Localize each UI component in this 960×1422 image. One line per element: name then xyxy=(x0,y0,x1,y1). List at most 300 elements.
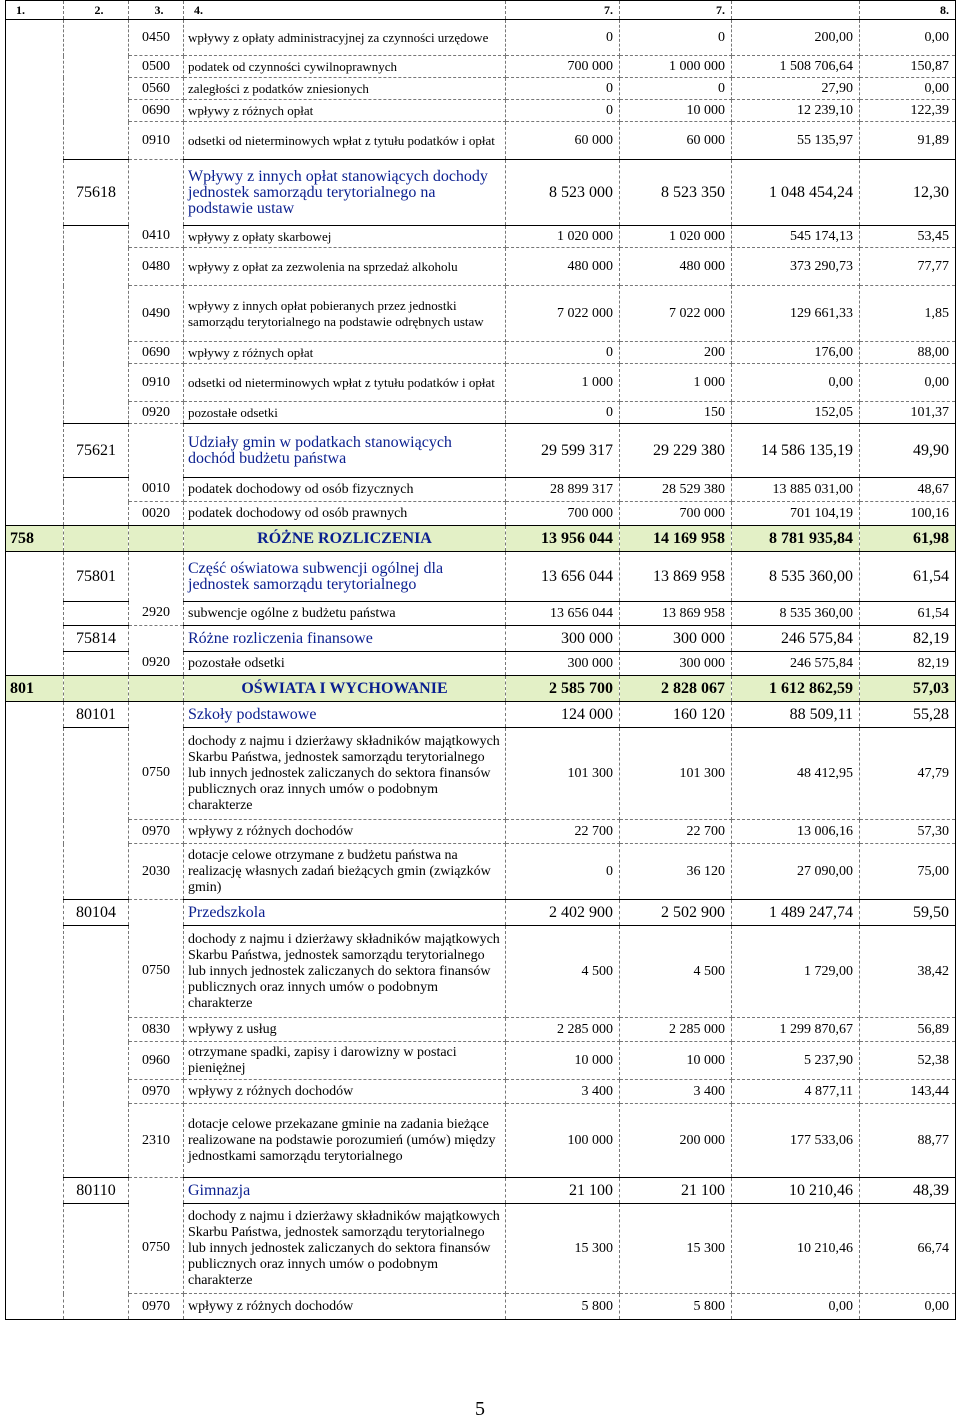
plan-after-changes-value: 160 120 xyxy=(620,702,732,728)
percent-value: 47,79 xyxy=(860,728,956,820)
plan-value: 300 000 xyxy=(506,626,620,652)
plan-value: 0 xyxy=(506,342,620,364)
percent-value: 61,54 xyxy=(860,602,956,626)
item-name: pozostałe odsetki xyxy=(184,652,506,676)
paragraph-code xyxy=(129,160,184,226)
item-name: pozostałe odsetki xyxy=(184,402,506,424)
plan-value: 13 956 044 xyxy=(506,526,620,552)
plan-after-changes-value: 21 100 xyxy=(620,1178,732,1204)
chapter-code xyxy=(64,402,129,424)
item-name: dochody z najmu i dzierżawy składników majątkowych Skarbu Państwa, jednostek samorządu terytorialnego lub innych jednostek zaliczanych do sektora finansów publicznych oraz innych umów o podobnym charakterze xyxy=(184,1204,506,1294)
division-code xyxy=(6,364,64,402)
chapter-code xyxy=(64,100,129,122)
plan-after-changes-value: 480 000 xyxy=(620,248,732,286)
execution-value: 1 729,00 xyxy=(732,926,860,1018)
item-name: Część oświatowa subwencji ogólnej dla jednostek samorządu terytorialnego xyxy=(184,552,506,602)
percent-value: 0,00 xyxy=(860,1294,956,1320)
execution-value: 0,00 xyxy=(732,1294,860,1320)
execution-value: 0,00 xyxy=(732,364,860,402)
execution-value: 177 533,06 xyxy=(732,1104,860,1178)
percent-value: 56,89 xyxy=(860,1018,956,1042)
paragraph-row xyxy=(6,100,956,122)
division-code xyxy=(6,1018,64,1042)
execution-value: 10 210,46 xyxy=(732,1204,860,1294)
execution-value: 55 135,97 xyxy=(732,122,860,160)
plan-after-changes-value: 700 000 xyxy=(620,502,732,526)
plan-value: 124 000 xyxy=(506,702,620,728)
chapter-row xyxy=(6,424,956,478)
plan-value: 700 000 xyxy=(506,56,620,78)
chapter-code: 75801 xyxy=(64,552,129,602)
paragraph-row xyxy=(6,286,956,342)
chapter-code xyxy=(64,502,129,526)
plan-value: 2 285 000 xyxy=(506,1018,620,1042)
execution-value: 246 575,84 xyxy=(732,626,860,652)
percent-value: 88,77 xyxy=(860,1104,956,1178)
paragraph-row xyxy=(6,248,956,286)
item-name: wpływy z różnych dochodów xyxy=(184,820,506,844)
paragraph-row xyxy=(6,1294,956,1320)
item-name: podatek od czynności cywilnoprawnych xyxy=(184,56,506,78)
percent-value: 61,98 xyxy=(860,526,956,552)
percent-value: 38,42 xyxy=(860,926,956,1018)
plan-value: 13 656 044 xyxy=(506,602,620,626)
plan-after-changes-value: 60 000 xyxy=(620,122,732,160)
plan-after-changes-value: 2 285 000 xyxy=(620,1018,732,1042)
execution-value: 701 104,19 xyxy=(732,502,860,526)
item-name: dotacje celowe otrzymane z budżetu państwa na realizację własnych zadań bieżących gmin (związków gmin) xyxy=(184,844,506,900)
division-code: 758 xyxy=(6,526,64,552)
chapter-code xyxy=(64,286,129,342)
plan-value: 0 xyxy=(506,100,620,122)
division-code xyxy=(6,1204,64,1294)
division-code xyxy=(6,702,64,728)
plan-value: 0 xyxy=(506,78,620,100)
paragraph-code xyxy=(129,626,184,652)
plan-value: 3 400 xyxy=(506,1080,620,1104)
chapter-code xyxy=(64,122,129,160)
item-name: subwencje ogólne z budżetu państwa xyxy=(184,602,506,626)
plan-value: 4 500 xyxy=(506,926,620,1018)
item-name: OŚWIATA I WYCHOWANIE xyxy=(184,676,506,702)
execution-value: 13 006,16 xyxy=(732,820,860,844)
division-code xyxy=(6,56,64,78)
plan-value: 2 585 700 xyxy=(506,676,620,702)
percent-value: 91,89 xyxy=(860,122,956,160)
paragraph-row xyxy=(6,652,956,676)
division-code: 801 xyxy=(6,676,64,702)
plan-value: 15 300 xyxy=(506,1204,620,1294)
percent-value: 48,39 xyxy=(860,1178,956,1204)
item-name: odsetki od nieterminowych wpłat z tytułu podatków i opłat xyxy=(184,364,506,402)
execution-value: 48 412,95 xyxy=(732,728,860,820)
paragraph-code: 0750 xyxy=(129,926,184,1018)
plan-after-changes-value: 101 300 xyxy=(620,728,732,820)
paragraph-row xyxy=(6,56,956,78)
item-name: Gimnazja xyxy=(184,1178,506,1204)
paragraph-row xyxy=(6,78,956,100)
paragraph-code: 2920 xyxy=(129,602,184,626)
paragraph-code: 0560 xyxy=(129,78,184,100)
percent-value: 101,37 xyxy=(860,402,956,424)
header-cell: 7. xyxy=(506,1,620,20)
item-name: podatek dochodowy od osób fizycznych xyxy=(184,478,506,502)
table-body xyxy=(6,1,956,1320)
execution-value: 10 210,46 xyxy=(732,1178,860,1204)
plan-after-changes-value: 10 000 xyxy=(620,1042,732,1080)
paragraph-row xyxy=(6,1204,956,1294)
division-row xyxy=(6,526,956,552)
paragraph-row xyxy=(6,502,956,526)
paragraph-code: 0970 xyxy=(129,1294,184,1320)
paragraph-row xyxy=(6,1018,956,1042)
header-cell: 2. xyxy=(64,1,129,20)
paragraph-row xyxy=(6,342,956,364)
paragraph-code: 0450 xyxy=(129,20,184,56)
item-name: wpływy z innych opłat pobieranych przez jednostki samorządu terytorialnego na podstawie odrębnych ustaw xyxy=(184,286,506,342)
paragraph-row xyxy=(6,364,956,402)
division-code xyxy=(6,1042,64,1080)
plan-value: 21 100 xyxy=(506,1178,620,1204)
plan-value: 1 000 xyxy=(506,364,620,402)
division-code xyxy=(6,402,64,424)
plan-value: 8 523 000 xyxy=(506,160,620,226)
plan-after-changes-value: 200 000 xyxy=(620,1104,732,1178)
budget-table xyxy=(5,0,956,1320)
chapter-code xyxy=(64,926,129,1018)
plan-after-changes-value: 1 000 xyxy=(620,364,732,402)
plan-after-changes-value: 22 700 xyxy=(620,820,732,844)
percent-value: 82,19 xyxy=(860,652,956,676)
paragraph-code: 0010 xyxy=(129,478,184,502)
chapter-code xyxy=(64,56,129,78)
paragraph-row xyxy=(6,1104,956,1178)
plan-after-changes-value: 15 300 xyxy=(620,1204,732,1294)
execution-value: 8 781 935,84 xyxy=(732,526,860,552)
paragraph-code: 0690 xyxy=(129,342,184,364)
plan-value: 29 599 317 xyxy=(506,424,620,478)
chapter-code xyxy=(64,676,129,702)
division-code xyxy=(6,286,64,342)
chapter-code xyxy=(64,1080,129,1104)
execution-value: 1 299 870,67 xyxy=(732,1018,860,1042)
execution-value: 5 237,90 xyxy=(732,1042,860,1080)
plan-after-changes-value: 4 500 xyxy=(620,926,732,1018)
paragraph-code xyxy=(129,424,184,478)
plan-after-changes-value: 28 529 380 xyxy=(620,478,732,502)
execution-value: 27 090,00 xyxy=(732,844,860,900)
percent-value: 0,00 xyxy=(860,78,956,100)
plan-after-changes-value: 200 xyxy=(620,342,732,364)
paragraph-code: 2030 xyxy=(129,844,184,900)
division-code xyxy=(6,160,64,226)
chapter-code: 75814 xyxy=(64,626,129,652)
item-name: Szkoły podstawowe xyxy=(184,702,506,728)
paragraph-code xyxy=(129,900,184,926)
plan-value: 10 000 xyxy=(506,1042,620,1080)
item-name: Różne rozliczenia finansowe xyxy=(184,626,506,652)
plan-after-changes-value: 0 xyxy=(620,78,732,100)
item-name: wpływy z różnych dochodów xyxy=(184,1294,506,1320)
division-code xyxy=(6,728,64,820)
division-code xyxy=(6,552,64,602)
execution-value: 4 877,11 xyxy=(732,1080,860,1104)
plan-value: 0 xyxy=(506,844,620,900)
percent-value: 143,44 xyxy=(860,1080,956,1104)
paragraph-code: 0020 xyxy=(129,502,184,526)
division-code xyxy=(6,652,64,676)
percent-value: 12,30 xyxy=(860,160,956,226)
execution-value: 152,05 xyxy=(732,402,860,424)
percent-value: 100,16 xyxy=(860,502,956,526)
division-row xyxy=(6,676,956,702)
plan-after-changes-value: 0 xyxy=(620,20,732,56)
chapter-row xyxy=(6,626,956,652)
paragraph-code: 0920 xyxy=(129,652,184,676)
chapter-code xyxy=(64,226,129,248)
paragraph-row xyxy=(6,728,956,820)
plan-after-changes-value: 7 022 000 xyxy=(620,286,732,342)
item-name: Udziały gmin w podatkach stanowiących dochód budżetu państwa xyxy=(184,424,506,478)
paragraph-code: 0910 xyxy=(129,364,184,402)
plan-after-changes-value: 300 000 xyxy=(620,626,732,652)
chapter-row xyxy=(6,160,956,226)
item-name: wpływy z różnych opłat xyxy=(184,100,506,122)
division-code xyxy=(6,478,64,502)
paragraph-row xyxy=(6,402,956,424)
execution-value: 200,00 xyxy=(732,20,860,56)
paragraph-code: 0480 xyxy=(129,248,184,286)
execution-value: 1 612 862,59 xyxy=(732,676,860,702)
plan-value: 28 899 317 xyxy=(506,478,620,502)
division-code xyxy=(6,226,64,248)
paragraph-code xyxy=(129,526,184,552)
paragraph-row xyxy=(6,820,956,844)
paragraph-code: 0970 xyxy=(129,820,184,844)
plan-after-changes-value: 150 xyxy=(620,402,732,424)
execution-value: 88 509,11 xyxy=(732,702,860,728)
item-name: wpływy z opłat za zezwolenia na sprzedaż alkoholu xyxy=(184,248,506,286)
plan-value: 60 000 xyxy=(506,122,620,160)
item-name: Przedszkola xyxy=(184,900,506,926)
item-name: zaległości z podatków zniesionych xyxy=(184,78,506,100)
item-name: dotacje celowe przekazane gminie na zadania bieżące realizowane na podstawie porozumień (umów) między jednostkami samorządu terytorialnego xyxy=(184,1104,506,1178)
plan-after-changes-value: 36 120 xyxy=(620,844,732,900)
execution-value: 8 535 360,00 xyxy=(732,552,860,602)
plan-value: 1 020 000 xyxy=(506,226,620,248)
plan-after-changes-value: 1 000 000 xyxy=(620,56,732,78)
percent-value: 59,50 xyxy=(860,900,956,926)
chapter-code xyxy=(64,1104,129,1178)
item-name: podatek dochodowy od osób prawnych xyxy=(184,502,506,526)
execution-value: 545 174,13 xyxy=(732,226,860,248)
division-code xyxy=(6,122,64,160)
plan-value: 13 656 044 xyxy=(506,552,620,602)
page-number: 5 xyxy=(475,1398,485,1420)
paragraph-row xyxy=(6,122,956,160)
division-code xyxy=(6,926,64,1018)
plan-value: 22 700 xyxy=(506,820,620,844)
item-name: otrzymane spadki, zapisy i darowizny w postaci pieniężnej xyxy=(184,1042,506,1080)
paragraph-code: 2310 xyxy=(129,1104,184,1178)
plan-after-changes-value: 3 400 xyxy=(620,1080,732,1104)
percent-value: 0,00 xyxy=(860,364,956,402)
header-cell: 8. xyxy=(860,1,956,20)
plan-after-changes-value: 2 828 067 xyxy=(620,676,732,702)
chapter-code xyxy=(64,1018,129,1042)
percent-value: 122,39 xyxy=(860,100,956,122)
header-row xyxy=(6,1,956,20)
chapter-code xyxy=(64,844,129,900)
division-code xyxy=(6,602,64,626)
execution-value: 12 239,10 xyxy=(732,100,860,122)
chapter-code xyxy=(64,342,129,364)
chapter-row xyxy=(6,702,956,728)
division-code xyxy=(6,248,64,286)
item-name: dochody z najmu i dzierżawy składników majątkowych Skarbu Państwa, jednostek samorządu terytorialnego lub innych jednostek zaliczanych do sektora finansów publicznych oraz innych umów o podobnym charakterze xyxy=(184,728,506,820)
paragraph-row xyxy=(6,1080,956,1104)
chapter-code xyxy=(64,820,129,844)
execution-value: 246 575,84 xyxy=(732,652,860,676)
plan-after-changes-value: 8 523 350 xyxy=(620,160,732,226)
paragraph-code xyxy=(129,702,184,728)
percent-value: 49,90 xyxy=(860,424,956,478)
plan-value: 0 xyxy=(506,20,620,56)
header-cell xyxy=(732,1,860,20)
percent-value: 48,67 xyxy=(860,478,956,502)
division-code xyxy=(6,844,64,900)
plan-value: 5 800 xyxy=(506,1294,620,1320)
plan-value: 101 300 xyxy=(506,728,620,820)
division-code xyxy=(6,424,64,478)
division-code xyxy=(6,20,64,56)
execution-value: 14 586 135,19 xyxy=(732,424,860,478)
paragraph-code: 0490 xyxy=(129,286,184,342)
percent-value: 88,00 xyxy=(860,342,956,364)
plan-after-changes-value: 14 169 958 xyxy=(620,526,732,552)
chapter-code xyxy=(64,652,129,676)
percent-value: 66,74 xyxy=(860,1204,956,1294)
plan-after-changes-value: 29 229 380 xyxy=(620,424,732,478)
plan-value: 480 000 xyxy=(506,248,620,286)
chapter-row xyxy=(6,900,956,926)
percent-value: 53,45 xyxy=(860,226,956,248)
plan-after-changes-value: 10 000 xyxy=(620,100,732,122)
division-code xyxy=(6,342,64,364)
chapter-code xyxy=(64,478,129,502)
chapter-code xyxy=(64,248,129,286)
chapter-code: 75618 xyxy=(64,160,129,226)
percent-value: 57,03 xyxy=(860,676,956,702)
item-name: RÓŻNE ROZLICZENIA xyxy=(184,526,506,552)
percent-value: 150,87 xyxy=(860,56,956,78)
item-name: odsetki od nieterminowych wpłat z tytułu podatków i opłat xyxy=(184,122,506,160)
item-name: wpływy z różnych opłat xyxy=(184,342,506,364)
plan-after-changes-value: 13 869 958 xyxy=(620,602,732,626)
chapter-code xyxy=(64,1294,129,1320)
division-code xyxy=(6,502,64,526)
paragraph-code: 0750 xyxy=(129,728,184,820)
percent-value: 52,38 xyxy=(860,1042,956,1080)
paragraph-row xyxy=(6,1042,956,1080)
execution-value: 27,90 xyxy=(732,78,860,100)
division-code xyxy=(6,1104,64,1178)
paragraph-code: 0690 xyxy=(129,100,184,122)
plan-value: 300 000 xyxy=(506,652,620,676)
header-cell: 7. xyxy=(620,1,732,20)
percent-value: 57,30 xyxy=(860,820,956,844)
paragraph-code xyxy=(129,1178,184,1204)
percent-value: 77,77 xyxy=(860,248,956,286)
paragraph-code: 0830 xyxy=(129,1018,184,1042)
execution-value: 1 489 247,74 xyxy=(732,900,860,926)
paragraph-code: 0970 xyxy=(129,1080,184,1104)
execution-value: 1 508 706,64 xyxy=(732,56,860,78)
plan-value: 100 000 xyxy=(506,1104,620,1178)
division-code xyxy=(6,1080,64,1104)
plan-after-changes-value: 2 502 900 xyxy=(620,900,732,926)
division-code xyxy=(6,820,64,844)
header-cell: 1. xyxy=(6,1,64,20)
chapter-row xyxy=(6,552,956,602)
plan-after-changes-value: 1 020 000 xyxy=(620,226,732,248)
paragraph-code: 0920 xyxy=(129,402,184,424)
paragraph-code: 0410 xyxy=(129,226,184,248)
chapter-code xyxy=(64,1042,129,1080)
chapter-code xyxy=(64,20,129,56)
division-code xyxy=(6,1294,64,1320)
paragraph-code: 0910 xyxy=(129,122,184,160)
chapter-code xyxy=(64,526,129,552)
execution-value: 13 885 031,00 xyxy=(732,478,860,502)
execution-value: 1 048 454,24 xyxy=(732,160,860,226)
percent-value: 1,85 xyxy=(860,286,956,342)
plan-value: 0 xyxy=(506,402,620,424)
plan-value: 700 000 xyxy=(506,502,620,526)
percent-value: 75,00 xyxy=(860,844,956,900)
paragraph-code: 0960 xyxy=(129,1042,184,1080)
percent-value: 0,00 xyxy=(860,20,956,56)
plan-after-changes-value: 5 800 xyxy=(620,1294,732,1320)
execution-value: 8 535 360,00 xyxy=(732,602,860,626)
division-code xyxy=(6,1178,64,1204)
item-name: wpływy z usług xyxy=(184,1018,506,1042)
chapter-code: 80110 xyxy=(64,1178,129,1204)
execution-value: 176,00 xyxy=(732,342,860,364)
percent-value: 61,54 xyxy=(860,552,956,602)
paragraph-code: 0500 xyxy=(129,56,184,78)
paragraph-row xyxy=(6,20,956,56)
paragraph-row xyxy=(6,602,956,626)
plan-after-changes-value: 13 869 958 xyxy=(620,552,732,602)
plan-after-changes-value: 300 000 xyxy=(620,652,732,676)
paragraph-row xyxy=(6,926,956,1018)
plan-value: 7 022 000 xyxy=(506,286,620,342)
execution-value: 129 661,33 xyxy=(732,286,860,342)
item-name: wpływy z opłaty skarbowej xyxy=(184,226,506,248)
item-name: dochody z najmu i dzierżawy składników majątkowych Skarbu Państwa, jednostek samorządu terytorialnego lub innych jednostek zaliczanych do sektora finansów publicznych oraz innych umów o podobnym charakterze xyxy=(184,926,506,1018)
plan-value: 2 402 900 xyxy=(506,900,620,926)
chapter-code xyxy=(64,78,129,100)
item-name: wpływy z różnych dochodów xyxy=(184,1080,506,1104)
percent-value: 82,19 xyxy=(860,626,956,652)
division-code xyxy=(6,626,64,652)
paragraph-row xyxy=(6,844,956,900)
item-name: wpływy z opłaty administracyjnej za czynności urzędowe xyxy=(184,20,506,56)
division-code xyxy=(6,100,64,122)
paragraph-code: 0750 xyxy=(129,1204,184,1294)
chapter-code xyxy=(64,602,129,626)
